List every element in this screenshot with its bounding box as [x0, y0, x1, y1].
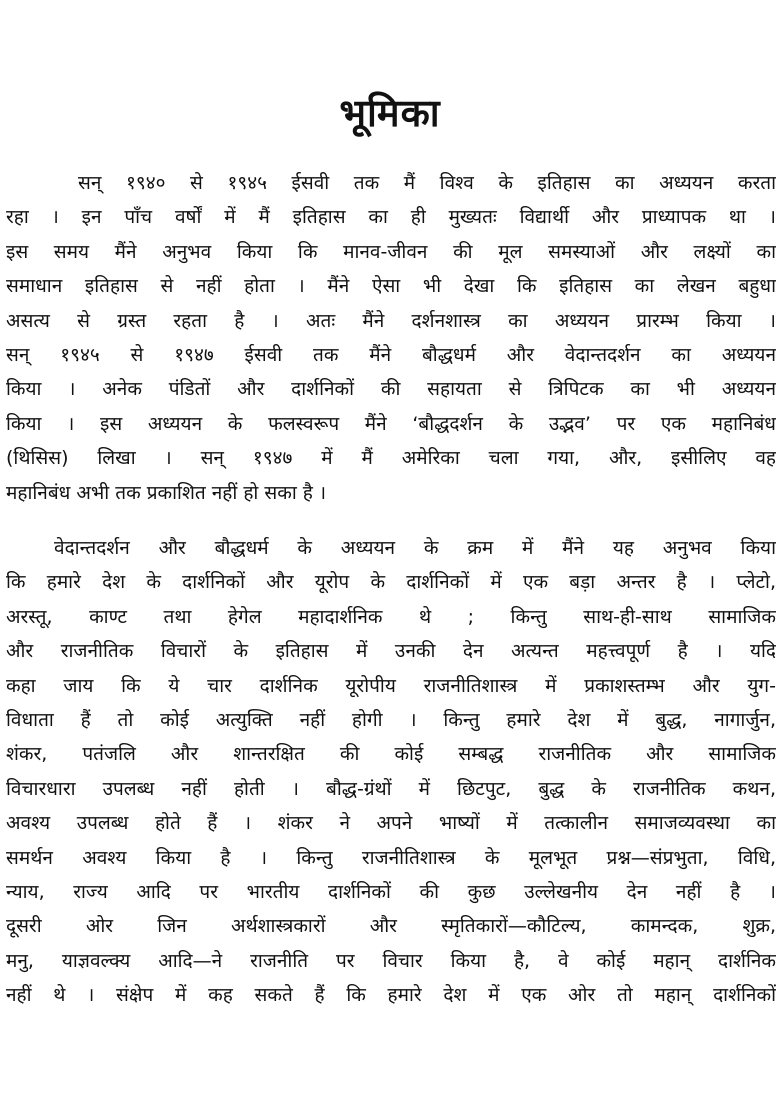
paragraph-line: असत्य से ग्रस्त रहता है । अतः मैंने दर्शनशास्त्र का अध्ययन प्रारम्भ किया ।: [6, 309, 776, 332]
paragraph-line: महानिबंध अभी तक प्रकाशित नहीं हो सका है ।: [6, 481, 327, 504]
paragraph-line: मनु, याज्ञवल्क्य आदि—ने राजनीति पर विचार किया है, वे कोई महान् दार्शनिक: [6, 949, 776, 972]
paragraph-line: वेदान्तदर्शन और बौद्धधर्म के अध्ययन के क्रम में मैंने यह अनुभव किया: [54, 537, 776, 559]
paragraph-line: किया । इस अध्ययन के फलस्वरूप मैंने ‘बौद्धदर्शन के उद्भव’ पर एक महानिबंध: [6, 412, 776, 435]
paragraph-line: न्याय, राज्य आदि पर भारतीय दार्शनिकों की कुछ उल्लेखनीय देन नहीं है ।: [6, 881, 776, 904]
paragraph-1: [6, 166, 776, 510]
paragraph-line: समर्थन अवश्य किया है । किन्तु राजनीतिशास्त्र के मूलभूत प्रश्न—संप्रभुता, विधि,: [6, 846, 776, 869]
paragraph-line: विधाता हैं तो कोई अत्युक्ति नहीं होगी । किन्तु हमारे देश में बुद्ध, नागार्जुन,: [6, 709, 776, 732]
paragraph-line: सन् १९४५ से १९४७ ईसवी तक मैंने बौद्धधर्म और वेदान्तदर्शन का अध्ययन: [6, 344, 776, 367]
paragraph-line: दूसरी ओर जिन अर्थशास्त्रकारों और स्मृतिकारों—कौटिल्य, कामन्दक, शुक्र,: [6, 915, 776, 938]
paragraph-line: विचारधारा उपलब्ध नहीं होती । बौद्ध-ग्रंथों में छिटपुट, बुद्ध के राजनीतिक कथन,: [6, 777, 776, 800]
page-title: भूमिका: [339, 91, 441, 135]
paragraph-line: किया । अनेक पंडितों और दार्शनिकों की सहायता से त्रिपिटक का भी अध्ययन: [6, 378, 776, 401]
paragraph-line: (थिसिस) लिखा । सन् १९४७ में मैं अमेरिका चला गया, और, इसीलिए वह: [6, 447, 776, 470]
paragraph-line: कि हमारे देश के दार्शनिकों और यूरोप के दार्शनिकों में एक बड़ा अन्तर है । प्लेटो,: [6, 571, 776, 594]
paragraph-line: अरस्तू, काण्ट तथा हेगेल महादार्शनिक थे ; किन्तु साथ-ही-साथ सामाजिक: [6, 605, 776, 628]
paragraph-line: नहीं थे । संक्षेप में कह सकते हैं कि हमारे देश में एक ओर तो महान् दार्शनिकों: [6, 984, 776, 1007]
paragraph-line: और राजनीतिक विचारों के इतिहास में उनकी देन अत्यन्त महत्त्वपूर्ण है । यदि: [6, 640, 776, 663]
paragraph-line: समाधान इतिहास से नहीं होता । मैंने ऐसा भी देखा कि इतिहास का लेखन बहुधा: [6, 275, 776, 298]
paragraph-line: अवश्य उपलब्ध होते हैं । शंकर ने अपने भाष्यों में तत्कालीन समाजव्यवस्था का: [6, 812, 776, 835]
paragraph-line: सन् १९४० से १९४५ ईसवी तक मैं विश्व के इतिहास का अध्ययन करता: [78, 172, 776, 194]
paragraph-line: इस समय मैंने अनुभव किया कि मानव-जीवन की मूल समस्याओं और लक्ष्यों का: [6, 240, 776, 263]
paragraph-line: रहा । इन पाँच वर्षों में मैं इतिहास का ही मुख्यतः विद्यार्थी और प्राध्यापक था ।: [6, 206, 776, 229]
paragraph-2: [6, 531, 776, 1013]
paragraph-line: कहा जाय कि ये चार दार्शनिक यूरोपीय राजनीतिशास्त्र में प्रकाशस्तम्भ और युग-: [6, 674, 776, 697]
paragraph-line: शंकर, पतंजलि और शान्तरक्षित की कोई सम्बद्ध राजनीतिक और सामाजिक: [6, 743, 776, 766]
